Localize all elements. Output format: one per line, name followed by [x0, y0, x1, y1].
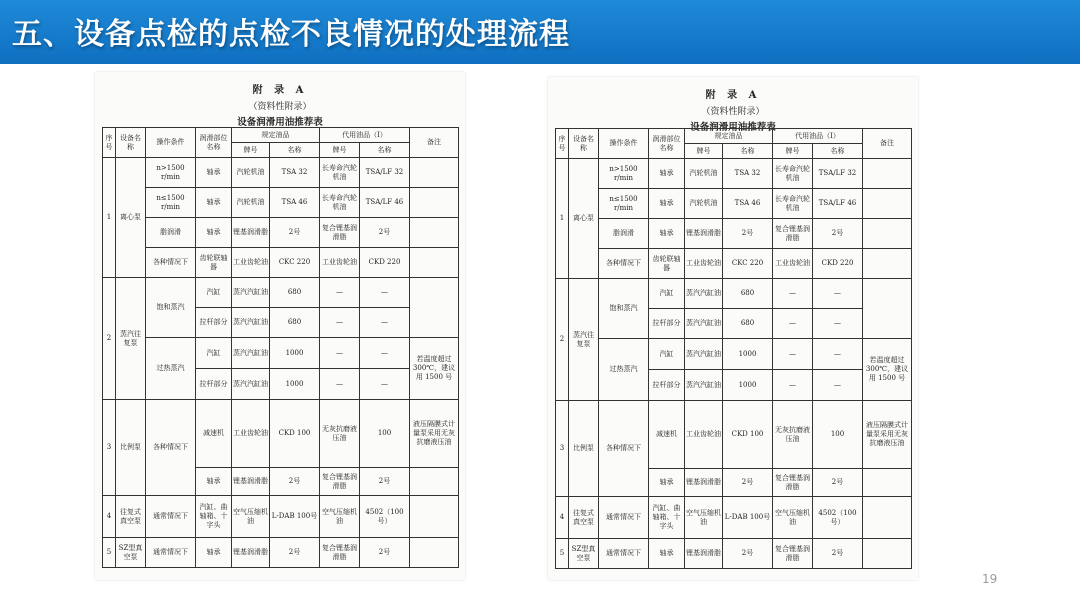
name-cell: 2号 [270, 468, 320, 496]
name-cell: 1000 [723, 370, 773, 401]
sub-grade-cell: — [773, 309, 813, 339]
condition-cell: 通常情况下 [599, 539, 649, 569]
remark-cell [410, 248, 459, 278]
grade-cell: 锂基润滑脂 [232, 538, 270, 568]
sub-name-cell: 2号 [360, 468, 410, 496]
sub-grade-cell: — [773, 339, 813, 370]
sub-grade-cell: 长寿命汽轮机油 [773, 159, 813, 189]
remark-cell [863, 189, 912, 219]
page-number: 19 [982, 572, 998, 586]
grade-cell: 蒸汽汽缸油 [232, 369, 270, 400]
grade-cell: 锂基润滑脂 [685, 539, 723, 569]
appendix-type: （资料性附录） [701, 107, 765, 117]
grade-cell: 蒸汽汽缸油 [685, 370, 723, 401]
grade-cell: 汽轮机油 [232, 188, 270, 218]
equipment-cell: 往复式真空泵 [116, 496, 146, 538]
document-heading [95, 81, 465, 128]
header-substitute: 代用油品（Ⅰ） [320, 128, 410, 143]
sub-grade-cell: 复合锂基润滑脂 [320, 218, 360, 248]
header-grade: 牌号 [232, 143, 270, 158]
condition-cell: n>1500 r/min [146, 158, 196, 188]
part-cell: 拉杆部分 [196, 369, 232, 400]
header-specified: 规定油品 [232, 128, 320, 143]
sub-grade-cell: 长寿命汽轮机油 [320, 188, 360, 218]
sub-name-cell: TSA/LF 32 [813, 159, 863, 189]
grade-cell: 汽轮机油 [685, 189, 723, 219]
header-seq: 序号 [103, 128, 116, 158]
lubrication-table [555, 128, 912, 569]
part-cell: 汽缸 [649, 339, 685, 370]
seq-cell: 4 [556, 497, 569, 539]
part-cell: 轴承 [649, 189, 685, 219]
sub-grade-cell: 无灰抗磨液压油 [773, 401, 813, 469]
grade-cell: 锂基润滑脂 [232, 218, 270, 248]
seq-cell: 1 [103, 158, 116, 278]
header-remark: 备注 [410, 128, 459, 158]
part-cell: 轴承 [196, 158, 232, 188]
grade-cell: 工业齿轮油 [232, 400, 270, 468]
sub-grade-cell: — [773, 370, 813, 401]
grade-cell: 蒸汽汽缸油 [232, 278, 270, 308]
document-scan-left [95, 72, 465, 580]
grade-cell: 工业齿轮油 [685, 401, 723, 469]
sub-name-cell: 2号 [813, 469, 863, 497]
sub-grade-cell: 复合锂基润滑脂 [773, 219, 813, 249]
grade-cell: 汽轮机油 [685, 159, 723, 189]
header-condition: 操作条件 [599, 129, 649, 159]
seq-cell: 5 [103, 538, 116, 568]
condition-cell: 饱和蒸汽 [599, 279, 649, 339]
header-name: 名称 [270, 143, 320, 158]
sub-name-cell: — [813, 309, 863, 339]
sub-name-cell: — [360, 338, 410, 369]
sub-name-cell: — [813, 370, 863, 401]
sub-name-cell: — [813, 339, 863, 370]
part-cell: 齿轮联轴器 [649, 249, 685, 279]
remark-cell: 液压隔膜式计量泵采用无灰抗磨液压油 [863, 401, 912, 469]
document-heading [548, 86, 918, 133]
part-cell: 轴承 [649, 539, 685, 569]
part-cell: 轴承 [649, 469, 685, 497]
lubrication-table [102, 127, 459, 568]
header-equipment: 设备名称 [569, 129, 599, 159]
name-cell: TSA 32 [270, 158, 320, 188]
header-specified: 规定油品 [685, 129, 773, 144]
appendix-type: （资料性附录） [248, 102, 312, 112]
sub-name-cell: TSA/LF 46 [813, 189, 863, 219]
remark-cell [410, 158, 459, 188]
condition-cell: n>1500 r/min [599, 159, 649, 189]
name-cell: 680 [723, 279, 773, 309]
name-cell: TSA 32 [723, 159, 773, 189]
remark-cell [863, 497, 912, 539]
name-cell: L-DAB 100号 [723, 497, 773, 539]
sub-grade-cell: 空气压缩机油 [773, 497, 813, 539]
name-cell: CKD 100 [270, 400, 320, 468]
sub-grade-cell: — [320, 369, 360, 400]
grade-cell: 蒸汽汽缸油 [685, 309, 723, 339]
remark-cell [410, 496, 459, 538]
part-cell: 轴承 [196, 468, 232, 496]
sub-grade-cell: 空气压缩机油 [320, 496, 360, 538]
header-name: 名称 [813, 144, 863, 159]
equipment-cell: 离心泵 [116, 158, 146, 278]
equipment-cell: 蒸汽往复泵 [569, 279, 599, 401]
name-cell: 680 [270, 278, 320, 308]
grade-cell: 工业齿轮油 [232, 248, 270, 278]
grade-cell: 锂基润滑脂 [232, 468, 270, 496]
sub-name-cell: 2号 [813, 219, 863, 249]
remark-cell [863, 159, 912, 189]
name-cell: 680 [723, 309, 773, 339]
name-cell: CKC 220 [270, 248, 320, 278]
grade-cell: 锂基润滑脂 [685, 469, 723, 497]
header-seq: 序号 [556, 129, 569, 159]
sub-name-cell: — [813, 279, 863, 309]
sub-name-cell: 2号 [813, 539, 863, 569]
header-part: 润滑部位名称 [196, 128, 232, 158]
condition-cell: 各种情况下 [599, 249, 649, 279]
part-cell: 减速机 [196, 400, 232, 468]
condition-cell: 通常情况下 [599, 497, 649, 539]
document-scan-right [548, 77, 918, 580]
equipment-cell: SZ型真空泵 [569, 539, 599, 569]
condition-cell: 各种情况下 [146, 400, 196, 496]
grade-cell: 空气压缩机油 [232, 496, 270, 538]
sub-grade-cell: — [320, 308, 360, 338]
header-grade: 牌号 [320, 143, 360, 158]
sub-grade-cell: 长寿命汽轮机油 [773, 189, 813, 219]
name-cell: 2号 [270, 538, 320, 568]
sub-name-cell: CKD 220 [813, 249, 863, 279]
part-cell: 齿轮联轴器 [196, 248, 232, 278]
sub-name-cell: — [360, 369, 410, 400]
name-cell: CKD 100 [723, 401, 773, 469]
grade-cell: 蒸汽汽缸油 [685, 279, 723, 309]
title-bar [0, 0, 1080, 64]
sub-name-cell: TSA/LF 32 [360, 158, 410, 188]
condition-cell: 脂润滑 [146, 218, 196, 248]
table-title: 设备润滑用油推荐表 [237, 117, 323, 128]
condition-cell: 各种情况下 [146, 248, 196, 278]
equipment-cell: 比例泵 [569, 401, 599, 497]
sub-grade-cell: 无灰抗磨液压油 [320, 400, 360, 468]
seq-cell: 3 [556, 401, 569, 497]
sub-name-cell: 4502（100号） [360, 496, 410, 538]
header-substitute: 代用油品（Ⅰ） [773, 129, 863, 144]
equipment-cell: 蒸汽往复泵 [116, 278, 146, 400]
grade-cell: 蒸汽汽缸油 [232, 308, 270, 338]
name-cell: 2号 [270, 218, 320, 248]
grade-cell: 工业齿轮油 [685, 249, 723, 279]
condition-cell: 各种情况下 [599, 401, 649, 497]
condition-cell: 脂润滑 [599, 219, 649, 249]
sub-grade-cell: 工业齿轮油 [320, 248, 360, 278]
condition-cell: 饱和蒸汽 [146, 278, 196, 338]
sub-grade-cell: — [773, 279, 813, 309]
name-cell: 1000 [270, 338, 320, 369]
sub-name-cell: 2号 [360, 538, 410, 568]
condition-cell: 通常情况下 [146, 496, 196, 538]
appendix-label: 附 录 A [705, 90, 761, 101]
sub-name-cell: TSA/LF 46 [360, 188, 410, 218]
sub-name-cell: 100 [360, 400, 410, 468]
sub-grade-cell: — [320, 278, 360, 308]
part-cell: 汽缸 [196, 338, 232, 369]
sub-name-cell: 4502（100号） [813, 497, 863, 539]
condition-cell: 通常情况下 [146, 538, 196, 568]
condition-cell: n≤1500 r/min [599, 189, 649, 219]
grade-cell: 汽轮机油 [232, 158, 270, 188]
remark-cell [410, 468, 459, 496]
sub-name-cell: 2号 [360, 218, 410, 248]
sub-grade-cell: — [320, 338, 360, 369]
header-condition: 操作条件 [146, 128, 196, 158]
seq-cell: 3 [103, 400, 116, 496]
sub-grade-cell: 复合锂基润滑脂 [773, 539, 813, 569]
name-cell: TSA 46 [723, 189, 773, 219]
sub-grade-cell: 复合锂基润滑脂 [773, 469, 813, 497]
part-cell: 汽缸 [649, 279, 685, 309]
slide-title: 五、设备点检的点检不良情况的处理流程 [12, 17, 570, 52]
appendix-label: 附 录 A [252, 85, 308, 96]
part-cell: 汽缸、曲轴箱、十字头 [196, 496, 232, 538]
name-cell: 1000 [723, 339, 773, 370]
sub-grade-cell: 工业齿轮油 [773, 249, 813, 279]
seq-cell: 2 [103, 278, 116, 400]
name-cell: 680 [270, 308, 320, 338]
sub-grade-cell: 复合锂基润滑脂 [320, 468, 360, 496]
name-cell: L-DAB 100号 [270, 496, 320, 538]
sub-name-cell: 100 [813, 401, 863, 469]
equipment-cell: 比例泵 [116, 400, 146, 496]
header-equipment: 设备名称 [116, 128, 146, 158]
seq-cell: 4 [103, 496, 116, 538]
grade-cell: 蒸汽汽缸油 [685, 339, 723, 370]
name-cell: 2号 [723, 469, 773, 497]
grade-cell: 蒸汽汽缸油 [232, 338, 270, 369]
remark-cell [410, 188, 459, 218]
remark-cell [863, 249, 912, 279]
condition-cell: 过热蒸汽 [146, 338, 196, 400]
remark-cell [410, 218, 459, 248]
part-cell: 轴承 [649, 159, 685, 189]
part-cell: 拉杆部分 [649, 309, 685, 339]
remark-cell [863, 279, 912, 339]
part-cell: 轴承 [196, 188, 232, 218]
equipment-cell: SZ型真空泵 [116, 538, 146, 568]
remark-cell [863, 219, 912, 249]
header-grade: 牌号 [773, 144, 813, 159]
name-cell: 1000 [270, 369, 320, 400]
sub-grade-cell: 长寿命汽轮机油 [320, 158, 360, 188]
name-cell: CKC 220 [723, 249, 773, 279]
sub-grade-cell: 复合锂基润滑脂 [320, 538, 360, 568]
remark-cell: 若温度超过 300℃，建议用 1500 号 [410, 338, 459, 400]
part-cell: 减速机 [649, 401, 685, 469]
header-remark: 备注 [863, 129, 912, 159]
header-name: 名称 [723, 144, 773, 159]
header-name: 名称 [360, 143, 410, 158]
equipment-cell: 离心泵 [569, 159, 599, 279]
equipment-cell: 往复式真空泵 [569, 497, 599, 539]
condition-cell: n≤1500 r/min [146, 188, 196, 218]
seq-cell: 2 [556, 279, 569, 401]
remark-cell: 液压隔膜式计量泵采用无灰抗磨液压油 [410, 400, 459, 468]
remark-cell: 若温度超过 300℃，建议用 1500 号 [863, 339, 912, 401]
remark-cell [410, 278, 459, 338]
header-part: 润滑部位名称 [649, 129, 685, 159]
condition-cell: 过热蒸汽 [599, 339, 649, 401]
sub-name-cell: — [360, 308, 410, 338]
table-title: 设备润滑用油推荐表 [690, 122, 776, 133]
name-cell: 2号 [723, 539, 773, 569]
header-grade: 牌号 [685, 144, 723, 159]
part-cell: 轴承 [649, 219, 685, 249]
part-cell: 拉杆部分 [649, 370, 685, 401]
part-cell: 汽缸 [196, 278, 232, 308]
remark-cell [863, 539, 912, 569]
part-cell: 汽缸、曲轴箱、十字头 [649, 497, 685, 539]
seq-cell: 1 [556, 159, 569, 279]
sub-name-cell: — [360, 278, 410, 308]
name-cell: TSA 46 [270, 188, 320, 218]
part-cell: 轴承 [196, 538, 232, 568]
grade-cell: 锂基润滑脂 [685, 219, 723, 249]
remark-cell [410, 538, 459, 568]
name-cell: 2号 [723, 219, 773, 249]
part-cell: 拉杆部分 [196, 308, 232, 338]
sub-name-cell: CKD 220 [360, 248, 410, 278]
seq-cell: 5 [556, 539, 569, 569]
grade-cell: 空气压缩机油 [685, 497, 723, 539]
part-cell: 轴承 [196, 218, 232, 248]
remark-cell [863, 469, 912, 497]
